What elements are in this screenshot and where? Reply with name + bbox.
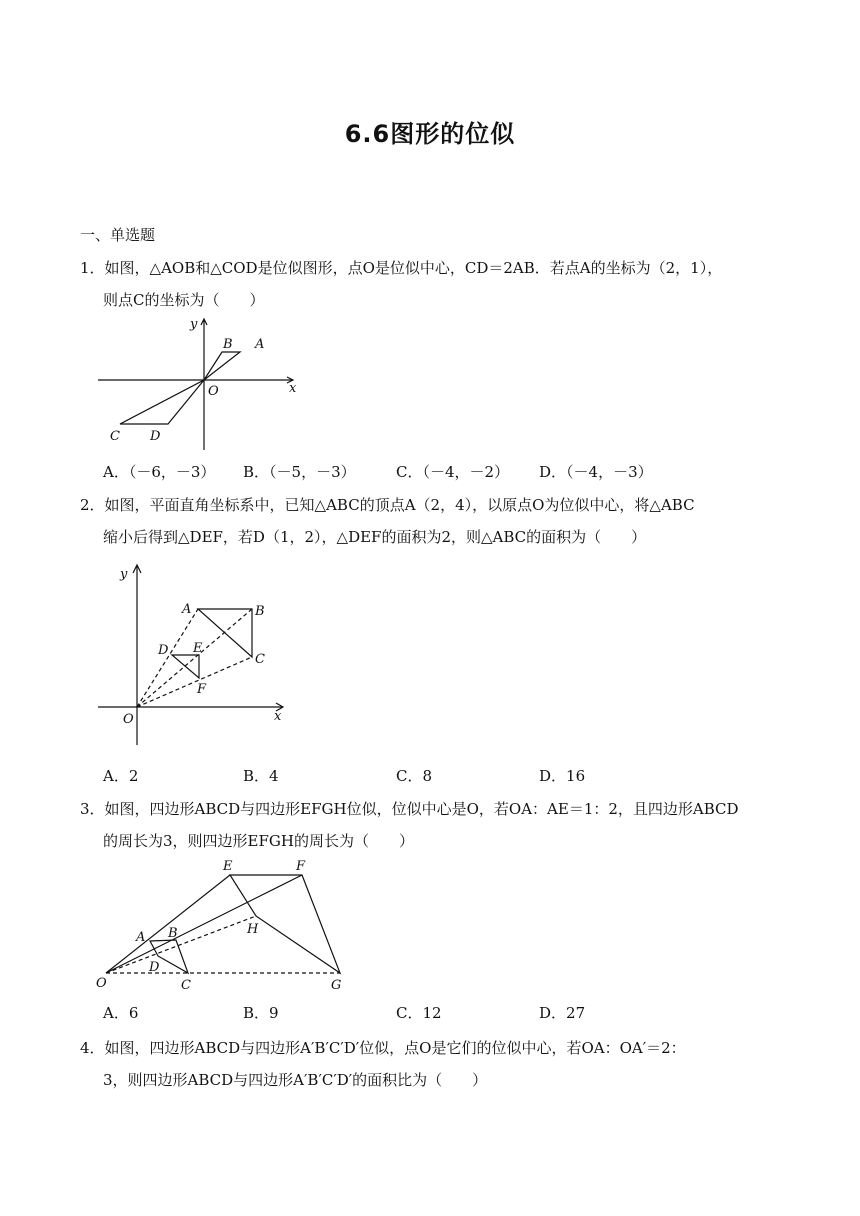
q1-label-o: O xyxy=(208,384,219,399)
q2-label-c: C xyxy=(255,652,265,667)
q1-label-x: x xyxy=(289,381,297,396)
q2-label-a: A xyxy=(182,602,192,617)
q2-label-x: x xyxy=(274,709,282,724)
question-3-figure xyxy=(92,855,352,1000)
q1-label-a: A xyxy=(255,337,265,352)
question-2-line-2: 缩小后得到△DEF，若D（1，2），△DEF的面积为2，则△ABC的面积为（ ） xyxy=(103,528,647,546)
q2-option-a[interactable]: A．2 xyxy=(103,767,139,785)
q3-line-oe xyxy=(106,875,230,973)
q1-label-b: B xyxy=(223,337,233,352)
q2-option-c[interactable]: C．8 xyxy=(396,767,433,785)
q1-triangle-aob xyxy=(204,352,240,380)
q3-option-b[interactable]: B．9 xyxy=(243,1004,279,1022)
q1-option-a[interactable]: A．（－6，－3） xyxy=(103,463,216,481)
question-4-line-1: 4．如图，四边形ABCD与四边形A′B′C′D′位似，点O是它们的位似中心，若OA：OA′＝2： xyxy=(80,1039,686,1057)
section-heading: 一、单选题 xyxy=(80,226,156,244)
question-1-line-1: 1．如图，△AOB和△COD是位似图形，点O是位似中心，CD＝2AB．若点A的坐标为（2，1）， xyxy=(80,259,723,277)
q2-label-b: B xyxy=(255,604,265,619)
q3-label-f: F xyxy=(296,859,306,874)
q1-option-b[interactable]: B．（－5，－3） xyxy=(243,463,356,481)
q3-option-c[interactable]: C．12 xyxy=(396,1004,442,1022)
q3-label-b: B xyxy=(168,926,178,941)
q2-dash-oc xyxy=(137,657,252,707)
q3-dash-oh xyxy=(106,916,256,973)
page-title: 6.6图形的位似 xyxy=(344,120,516,148)
q1-triangle-cod xyxy=(120,380,204,424)
q2-triangle-def xyxy=(172,655,199,678)
question-3-line-2: 的周长为3，则四边形EFGH的周长为（ ） xyxy=(103,832,414,850)
q2-label-f: F xyxy=(197,682,207,697)
q3-line-of xyxy=(106,875,302,973)
q3-label-o: O xyxy=(96,976,107,991)
q3-option-d[interactable]: D．27 xyxy=(539,1004,586,1022)
q3-label-g: G xyxy=(331,978,342,993)
q3-label-h: H xyxy=(247,922,259,937)
q2-option-b[interactable]: B．4 xyxy=(243,767,279,785)
q1-label-d: D xyxy=(150,429,161,444)
question-4-line-2: 3，则四边形ABCD与四边形A′B′C′D′的面积比为（ ） xyxy=(103,1071,488,1089)
q2-label-e: E xyxy=(193,641,203,656)
q3-label-e: E xyxy=(223,859,233,874)
question-3 xyxy=(80,793,785,857)
q3-label-a: A xyxy=(136,930,146,945)
question-2-figure xyxy=(92,560,292,750)
question-1-line-2: 则点C的坐标为（ ） xyxy=(103,291,265,309)
q1-option-c[interactable]: C．（－4，－2） xyxy=(396,463,510,481)
q2-label-y: y xyxy=(120,567,128,582)
question-4 xyxy=(80,1032,785,1096)
q2-label-o: O xyxy=(123,712,134,727)
q3-label-c: C xyxy=(181,978,191,993)
question-3-line-1: 3．如图，四边形ABCD与四边形EFGH位似，位似中心是O，若OA：AE＝1：2，且四边形ABCD xyxy=(80,800,739,818)
q3-label-d: D xyxy=(149,960,160,975)
q2-dash-oa xyxy=(137,609,198,707)
question-2-line-1: 2．如图，平面直角坐标系中，已知△ABC的顶点A（2，4），以原点O为位似中心，将△ABC xyxy=(80,496,695,514)
q3-option-a[interactable]: A．6 xyxy=(103,1004,139,1022)
q1-option-d[interactable]: D．（－4，－3） xyxy=(539,463,653,481)
q2-option-d[interactable]: D．16 xyxy=(539,767,586,785)
question-2 xyxy=(80,489,785,553)
q2-label-d: D xyxy=(158,643,169,658)
q2-dash-ob xyxy=(137,609,252,707)
q1-label-y: y xyxy=(190,317,198,332)
q1-label-c: C xyxy=(110,429,120,444)
question-1-figure xyxy=(90,314,310,454)
question-1 xyxy=(80,252,785,316)
